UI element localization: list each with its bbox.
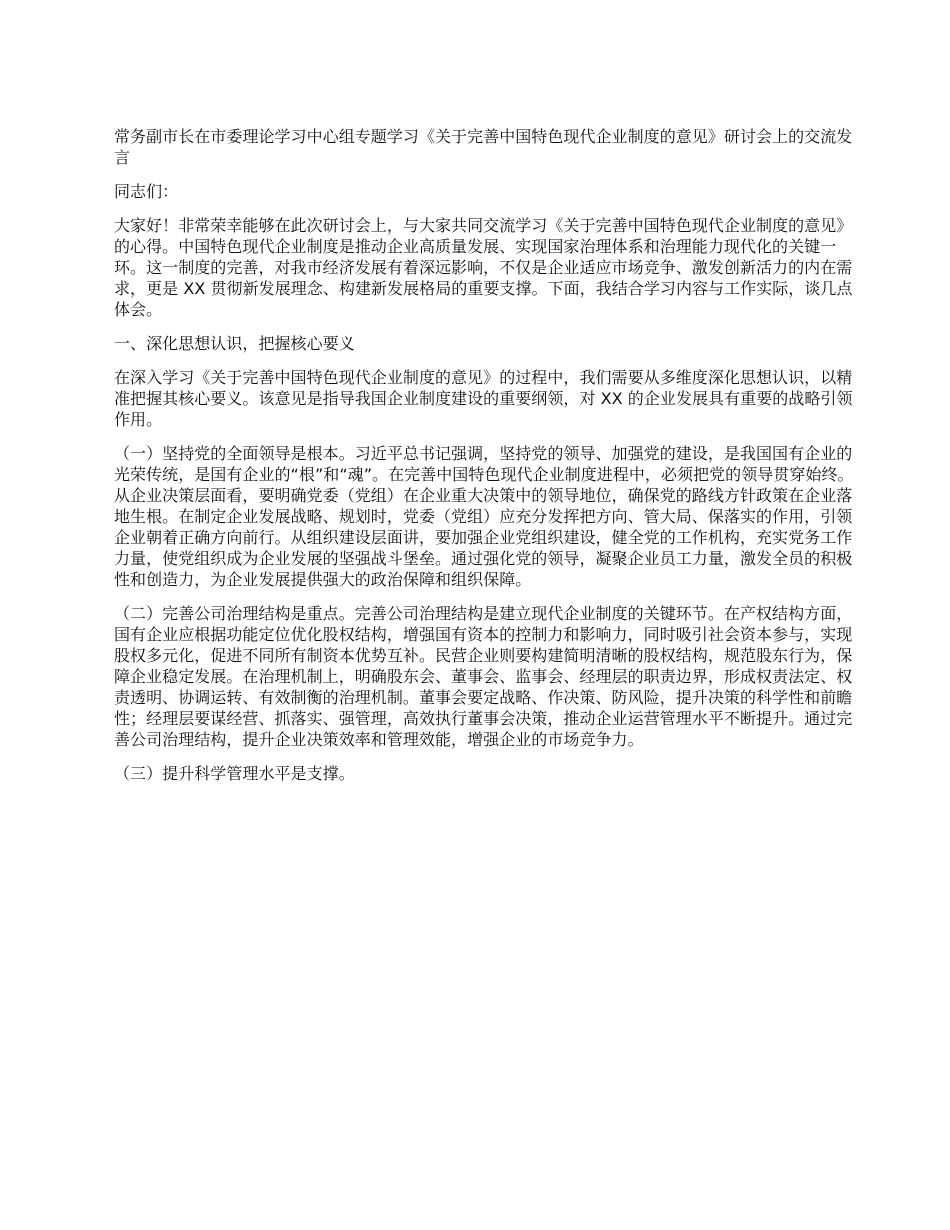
- greeting: 同志们：: [114, 182, 179, 201]
- paragraph-point-3: （三）提升科学管理水平是支撑。: [114, 764, 355, 783]
- section-heading-1: 一、深化思想认识，把握核心要义: [114, 334, 355, 353]
- paragraph-point-2: （二）完善公司治理结构是重点。完善公司治理结构是建立现代企业制度的关键环节。在产权结构方面，国有企业应根据功能定位优化股权结构，增强国有资本的控制力和影响力，同时吸引社会资本参与，实现股权多元化，促进不同所有制资本优势互补。民营企业则要构建简明清晰的股权结构，规范股东行为，保障企业稳定发展。在治理机制上，明确股东会、董事会、监事会、经理层的职责边界，形成权责法定、权责透明、协调运转、有效制衡的治理机制。董事会要定战略、作决策、防风险，提升决策的科学性和前瞻性；经理层要谋经营、抓落实、强管理，高效执行董事会决策，推动企业运营管理水平不断提升。通过完善公司治理结构，提升企业决策效率和管理效能，增强企业的市场竞争力。: [114, 604, 853, 749]
- paragraph-intro: 大家好！非常荣幸能够在此次研讨会上，与大家共同交流学习《关于完善中国特色现代企业制度的意见》的心得。中国特色现代企业制度是推动企业高质量发展、实现国家治理体系和治理能力现代化的关键一环。这一制度的完善，对我市经济发展有着深远影响，不仅是企业适应市场竞争、激发创新活力的内在需求，更是 XX 贯彻新发展理念、构建新发展格局的重要支撑。下面，我结合学习内容与工作实际，谈几点体会。: [114, 216, 853, 319]
- document-body: [114, 126, 856, 797]
- paragraph-section-1-intro: 在深入学习《关于完善中国特色现代企业制度的意见》的过程中，我们需要从多维度深化思想认识，以精准把握其核心要义。该意见是指导我国企业制度建设的重要纲领，对 XX 的企业发展具有重要的战略引领作用。: [114, 368, 853, 429]
- paragraph-point-1: （一）坚持党的全面领导是根本。习近平总书记强调，坚持党的领导、加强党的建设，是我国国有企业的光荣传统，是国有企业的“根”和“魂”。在完善中国特色现代企业制度进程中，必须把党的领导贯穿始终。从企业决策层面看，要明确党委（党组）在企业重大决策中的领导地位，确保党的路线方针政策在企业落地生根。在制定企业发展战略、规划时，党委（党组）应充分发挥把方向、管大局、保落实的作用，引领企业朝着正确方向前行。从组织建设层面讲，要加强企业党组织建设，健全党的工作机构，充实党务工作力量，使党组织成为企业发展的坚强战斗堡垒。通过强化党的领导，凝聚企业员工力量，激发全员的积极性和创造力，为企业发展提供强大的政治保障和组织保障。: [114, 444, 854, 589]
- document-title: 常务副市长在市委理论学习中心组专题学习《关于完善中国特色现代企业制度的意见》研讨会上的交流发言: [114, 127, 853, 167]
